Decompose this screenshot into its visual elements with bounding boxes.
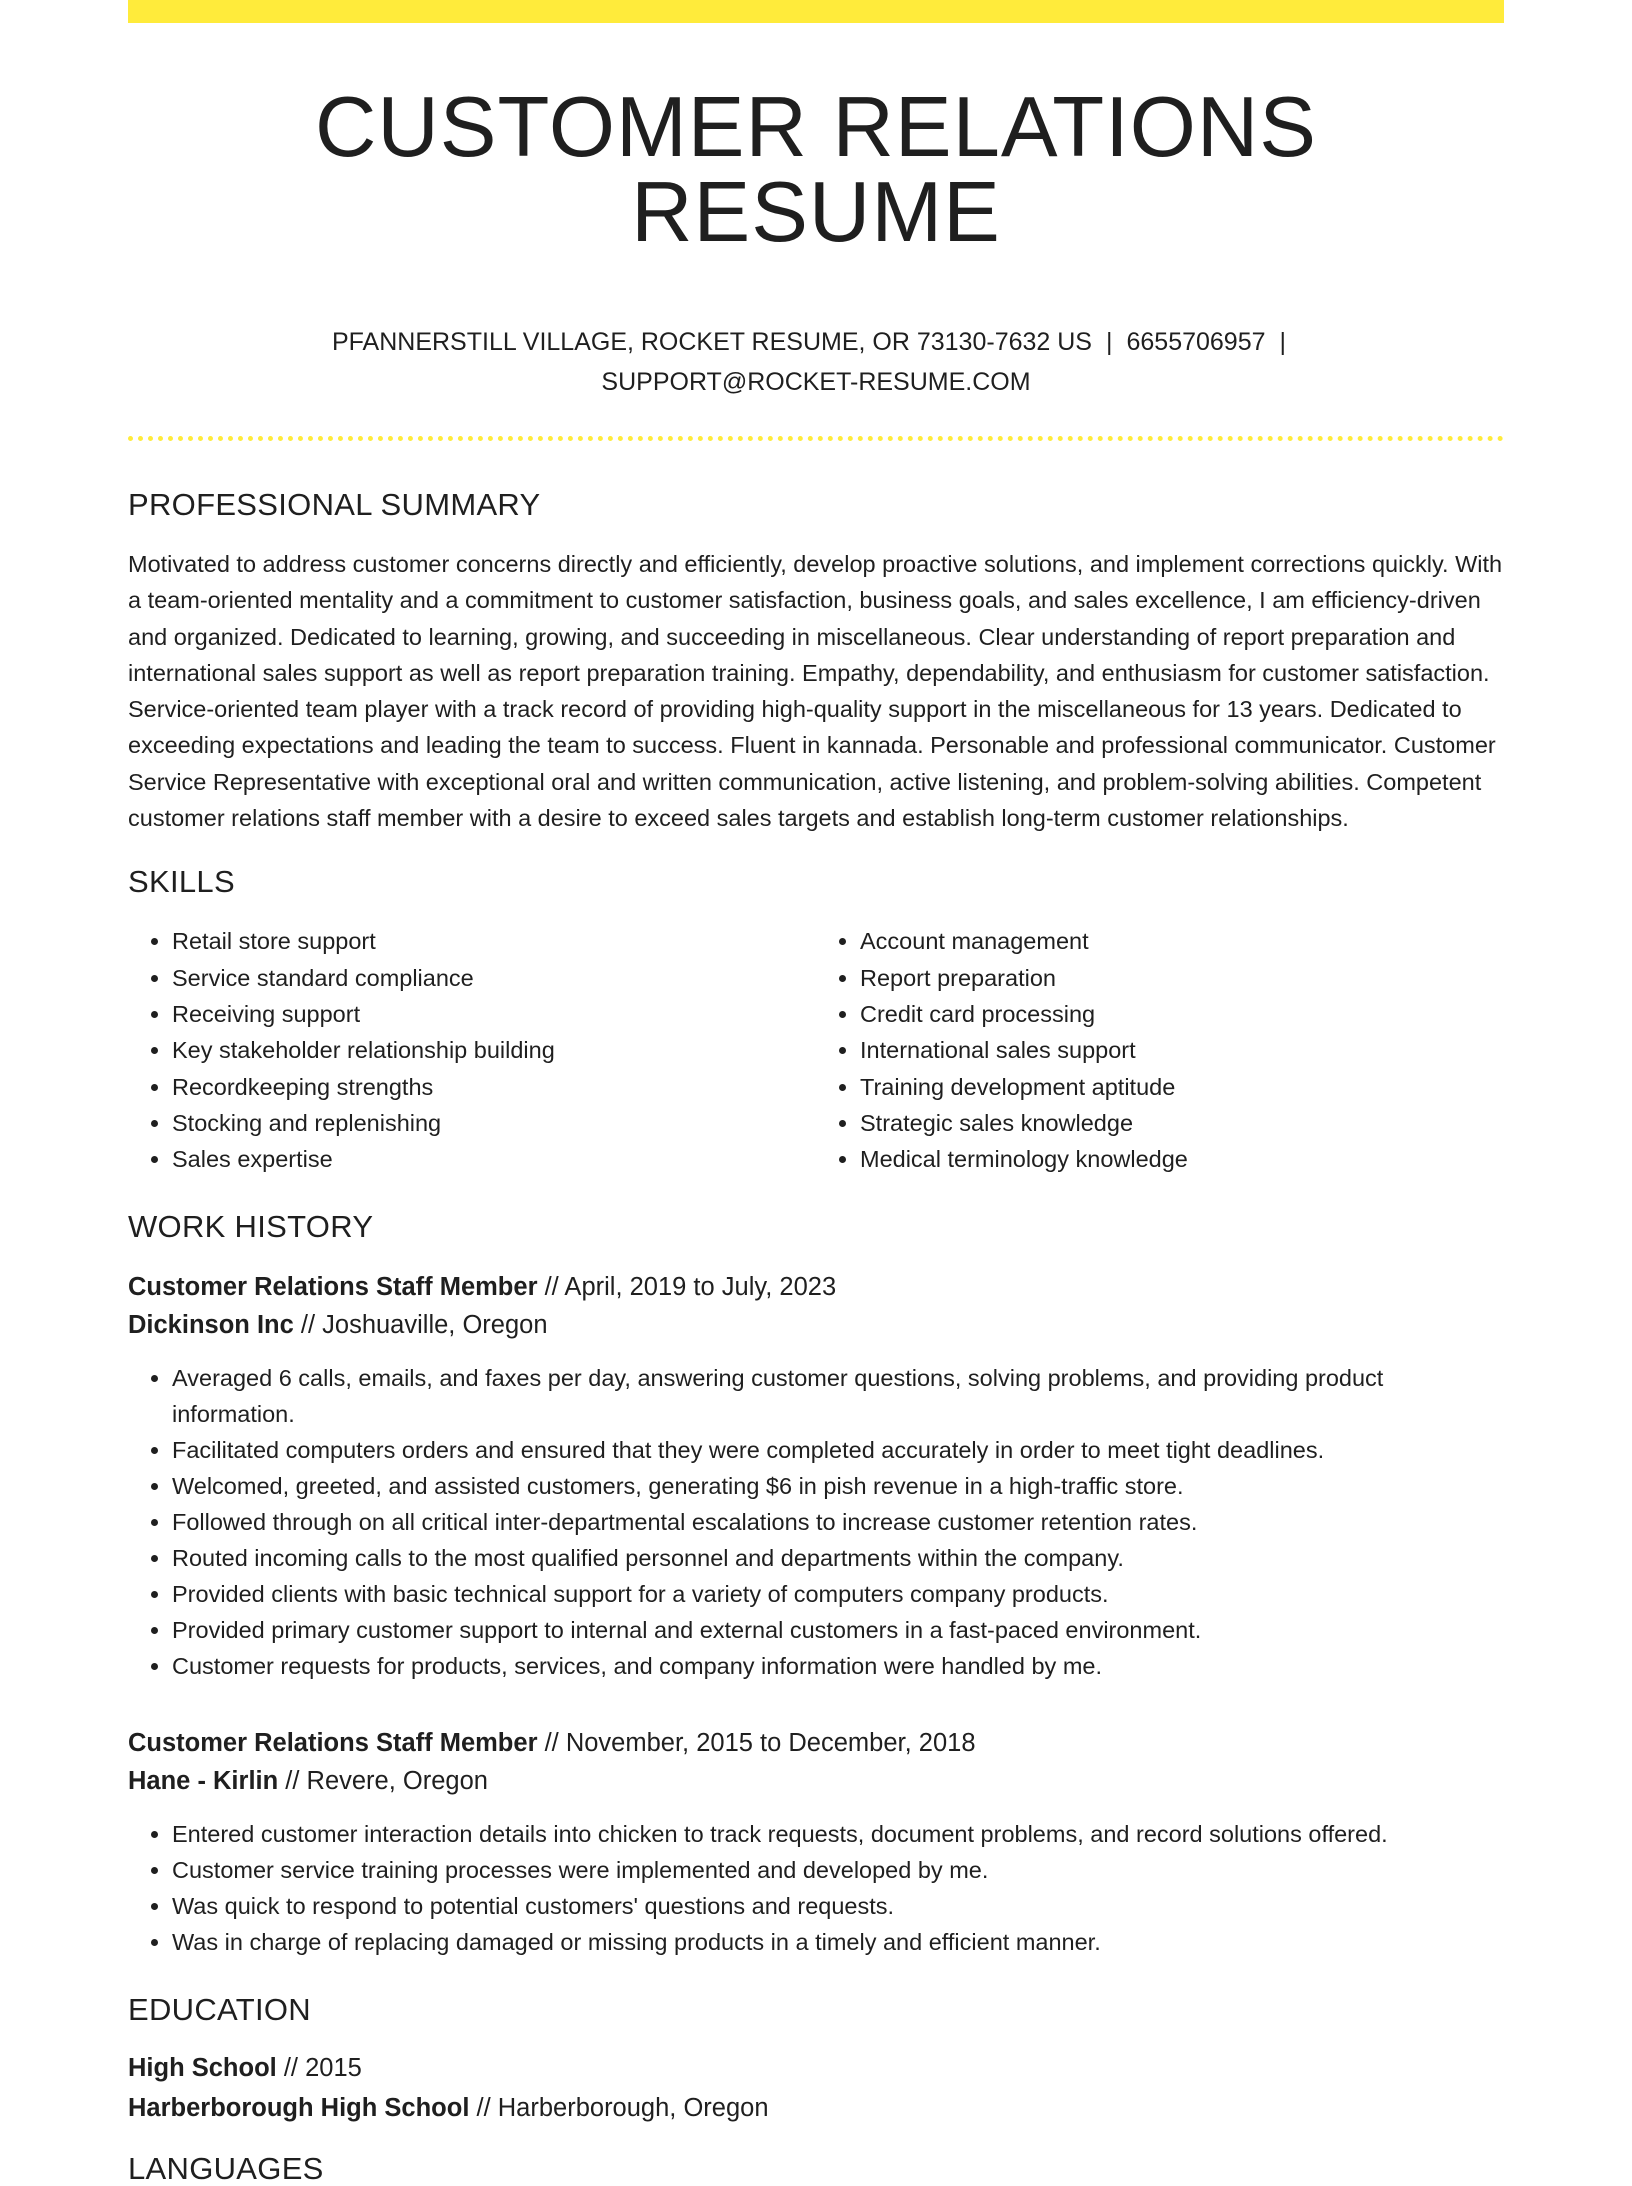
contact-email: SUPPORT@ROCKET-RESUME.COM (601, 368, 1031, 396)
skill-item: • Retail store support (172, 923, 816, 959)
job-entry (128, 1268, 1504, 1684)
skill-item: • Key stakeholder relationship building (172, 1032, 816, 1068)
job-dates: // April, 2019 to July, 2023 (537, 1273, 837, 1302)
job-location: // Revere, Oregon (278, 1767, 488, 1796)
section-heading-work: WORK HISTORY (128, 1209, 374, 1245)
job-entry (128, 1724, 1504, 1960)
skills-section (128, 866, 1504, 1177)
job-bullet: • Followed through on all critical inter-departmental escalations to increase customer retention rates. (172, 1504, 1504, 1540)
skill-item: • Medical terminology knowledge (860, 1141, 1504, 1177)
skills-list-left (128, 923, 816, 1177)
skill-item: • Credit card processing (860, 996, 1504, 1032)
skills-columns (128, 923, 1504, 1177)
contact-line-1 (128, 322, 1504, 362)
summary-text: Motivated to address customer concerns directly and efficiently, develop proactive solutions, and implement corrections quickly. With a team-oriented mentality and a commitment to customer satisfaction, business goals, and sales excellence, I am efficiency-driven and organized. Dedicated to learning, growing, and succeeding in miscellaneous. Clear understanding of report preparation and international sales support as well as report preparation training. Empathy, dependability, and enthusiasm for customer satisfaction. Service-oriented team player with a track record of providing high-quality support in the miscellaneous for 13 years. Dedicated to exceeding expectations and leading the team to success. Fluent in kannada. Personable and professional communicator. Customer Service Representative with exceptional oral and written communication, active listening, and problem-solving abilities. Competent customer relations staff member with a desire to exceed sales targets and establish long-term customer relationships. (128, 551, 1503, 832)
section-heading-summary: PROFESSIONAL SUMMARY (128, 487, 541, 522)
skill-item: • Training development aptitude (860, 1069, 1504, 1105)
education-degree: High School (128, 2054, 277, 2083)
resume-page (128, 0, 1504, 2184)
professional-summary-section (128, 489, 1504, 836)
education-degree-line (128, 2049, 1504, 2087)
job-bullet: • Provided clients with basic technical support for a variety of computers company products. (172, 1576, 1504, 1612)
dotted-divider (128, 436, 1504, 441)
top-accent-bar (128, 0, 1504, 23)
job-bullet: • Customer service training processes were implemented and developed by me. (172, 1852, 1504, 1888)
job-location: // Joshuaville, Oregon (293, 1311, 548, 1340)
contact-separator: | (1105, 328, 1113, 356)
job-bullets (128, 1816, 1504, 1960)
skill-item: • Stocking and replenishing (172, 1105, 816, 1141)
work-history-section (128, 1211, 1504, 1960)
job-title-line (128, 1268, 1504, 1306)
contact-phone: 6655706957 (1126, 328, 1266, 356)
skill-item: • International sales support (860, 1032, 1504, 1068)
job-bullet: • Welcomed, greeted, and assisted customers, generating $6 in pish revenue in a high-traffic store. (172, 1468, 1504, 1504)
job-bullet: • Routed incoming calls to the most qualified personnel and departments within the company. (172, 1540, 1504, 1576)
job-dates: // November, 2015 to December, 2018 (537, 1729, 976, 1758)
skill-item: • Receiving support (172, 996, 816, 1032)
skill-item: • Account management (860, 923, 1504, 959)
section-heading-skills: SKILLS (128, 864, 235, 900)
job-title: Customer Relations Staff Member (128, 1729, 538, 1758)
job-bullet: • Customer requests for products, services, and company information were handled by me. (172, 1648, 1504, 1684)
job-bullets (128, 1360, 1504, 1684)
job-title: Customer Relations Staff Member (128, 1273, 538, 1302)
contact-info (128, 322, 1504, 402)
education-year: // 2015 (276, 2054, 362, 2083)
job-bullet: • Was quick to respond to potential customers' questions and requests. (172, 1888, 1504, 1924)
contact-address: PFANNERSTILL VILLAGE, ROCKET RESUME, OR 73130-7632 US (331, 328, 1092, 356)
skill-item: • Report preparation (860, 960, 1504, 996)
resume-title: CUSTOMER RELATIONS RESUME (315, 80, 1317, 260)
job-bullet: • Facilitated computers orders and ensured that they were completed accurately in order to meet tight deadlines. (172, 1432, 1504, 1468)
job-company-line (128, 1306, 1504, 1344)
contact-separator: | (1279, 328, 1287, 356)
job-title-line (128, 1724, 1504, 1762)
skill-item: • Service standard compliance (172, 960, 816, 996)
job-bullet: • Was in charge of replacing damaged or missing products in a timely and efficient manner. (172, 1924, 1504, 1960)
skill-item: • Recordkeeping strengths (172, 1069, 816, 1105)
job-company: Dickinson Inc (128, 1311, 294, 1340)
education-school-line (128, 2089, 1504, 2127)
skill-item: • Sales expertise (172, 1141, 816, 1177)
job-bullet: • Provided primary customer support to internal and external customers in a fast-paced environment. (172, 1612, 1504, 1648)
section-heading-education: EDUCATION (128, 1992, 311, 2028)
job-company: Hane - Kirlin (128, 1767, 279, 1796)
job-bullet: • Averaged 6 calls, emails, and faxes per day, answering customer questions, solving problems, and providing product information. (172, 1360, 1504, 1432)
education-section (128, 1994, 1504, 2127)
section-heading-languages: LANGUAGES (128, 2151, 324, 2186)
education-location: // Harberborough, Oregon (469, 2094, 769, 2123)
job-bullet: • Entered customer interaction details into chicken to track requests, document problems, and record solutions offered. (172, 1816, 1504, 1852)
education-school: Harberborough High School (128, 2094, 470, 2123)
contact-line-2 (128, 362, 1504, 402)
skill-item: • Strategic sales knowledge (860, 1105, 1504, 1141)
skills-list-right (816, 923, 1504, 1177)
job-company-line (128, 1762, 1504, 1800)
languages-section (128, 2153, 1504, 2184)
